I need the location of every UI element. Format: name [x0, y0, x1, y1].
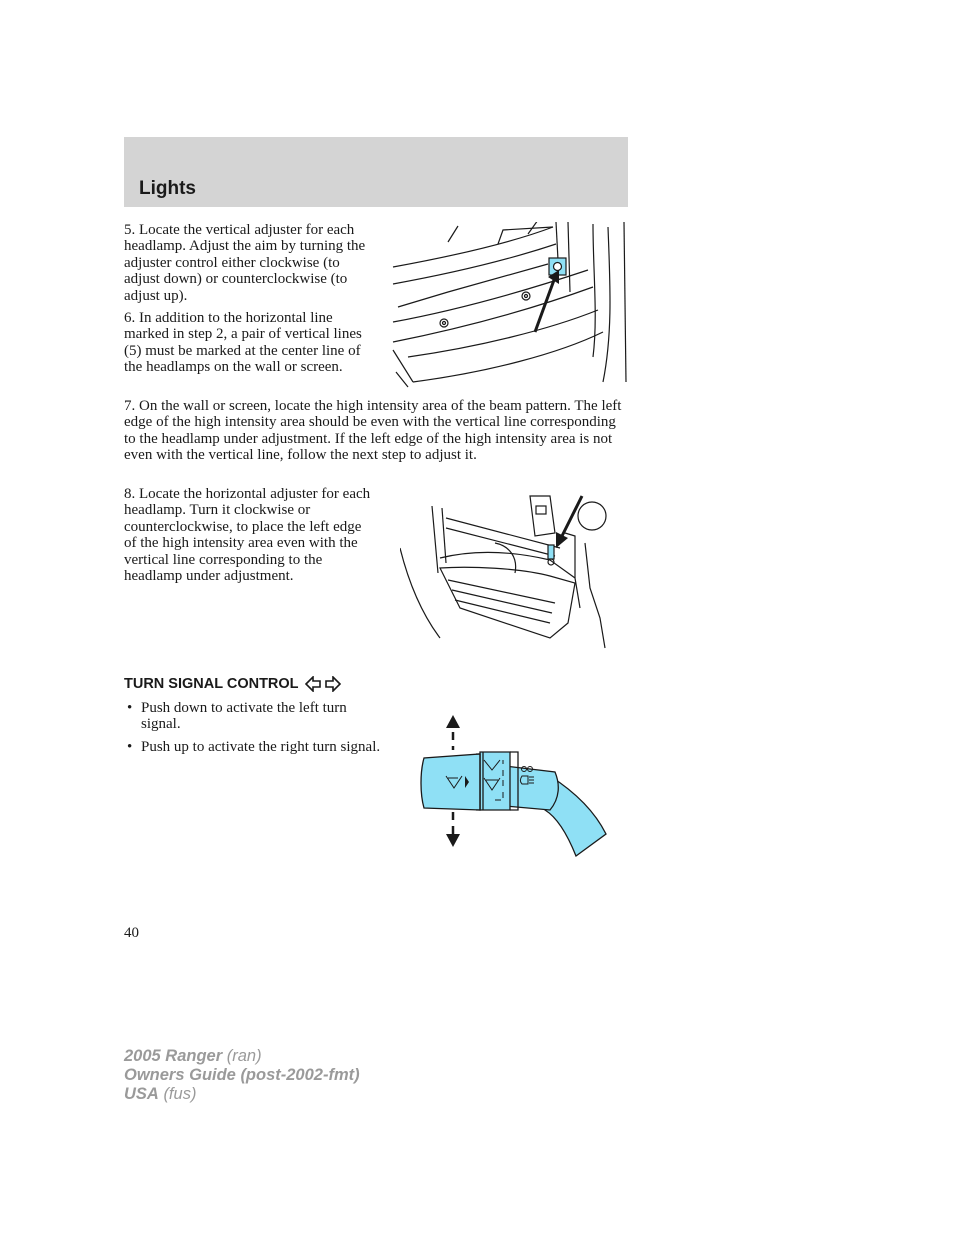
- turn-signal-bullets: [124, 700, 384, 761]
- section-header-band: [124, 137, 628, 207]
- list-item: [124, 739, 384, 755]
- footer-line-1: [124, 1047, 360, 1066]
- bullet-text: Push down to activate the left turn signal.: [141, 700, 347, 733]
- turn-signal-heading-text: TURN SIGNAL CONTROL: [124, 676, 299, 692]
- footer-line-2: [124, 1066, 360, 1085]
- footer-model-code: (ran): [226, 1047, 262, 1065]
- footer-line-3: [124, 1085, 360, 1104]
- bullet-text: Push up to activate the right turn signal.: [141, 738, 381, 755]
- turn-signal-heading: [124, 676, 341, 692]
- turn-signal-stalk-illustration: [410, 714, 610, 862]
- step-8-text: 8. Locate the horizontal adjuster for each headlamp. Turn it clockwise or counterclockwise, to place the left edge of the high intensity area even with the vertical line corresponding to the headlamp under adjustment.: [124, 486, 371, 585]
- footer-guide: Owners Guide (post-2002-fmt): [124, 1066, 360, 1084]
- turn-signal-arrows-icon: [305, 676, 341, 692]
- list-item: [124, 700, 384, 733]
- bullet-marker: •: [127, 738, 133, 755]
- footer-model: 2005 Ranger: [124, 1047, 223, 1065]
- step-5-text: 5. Locate the vertical adjuster for each headlamp. Adjust the aim by turning the adjuster control either clockwise (to adjust down) or counterclockwise (to adjust up).: [124, 222, 366, 304]
- horizontal-adjuster-illustration: [400, 488, 612, 654]
- section-title: Lights: [139, 178, 196, 199]
- page-number: 40: [124, 925, 139, 941]
- step-7-text: 7. On the wall or screen, locate the high intensity area of the beam pattern. The left edge of the high intensity area should be even with the vertical line corresponding to the headlamp under adjustment. If the left edge of the high intensity area is not even with the vertical line, follow the next step to adjust it.: [124, 398, 622, 464]
- footer-market-code: (fus): [163, 1085, 197, 1103]
- footer-market: USA: [124, 1085, 159, 1103]
- vertical-adjuster-illustration: [388, 222, 630, 390]
- step-6-text: 6. In addition to the horizontal line marked in step 2, a pair of vertical lines (5) must be marked at the center line of the headlamps on the wall or screen.: [124, 310, 362, 376]
- bullet-marker: •: [127, 700, 133, 716]
- document-footer: [124, 1047, 360, 1104]
